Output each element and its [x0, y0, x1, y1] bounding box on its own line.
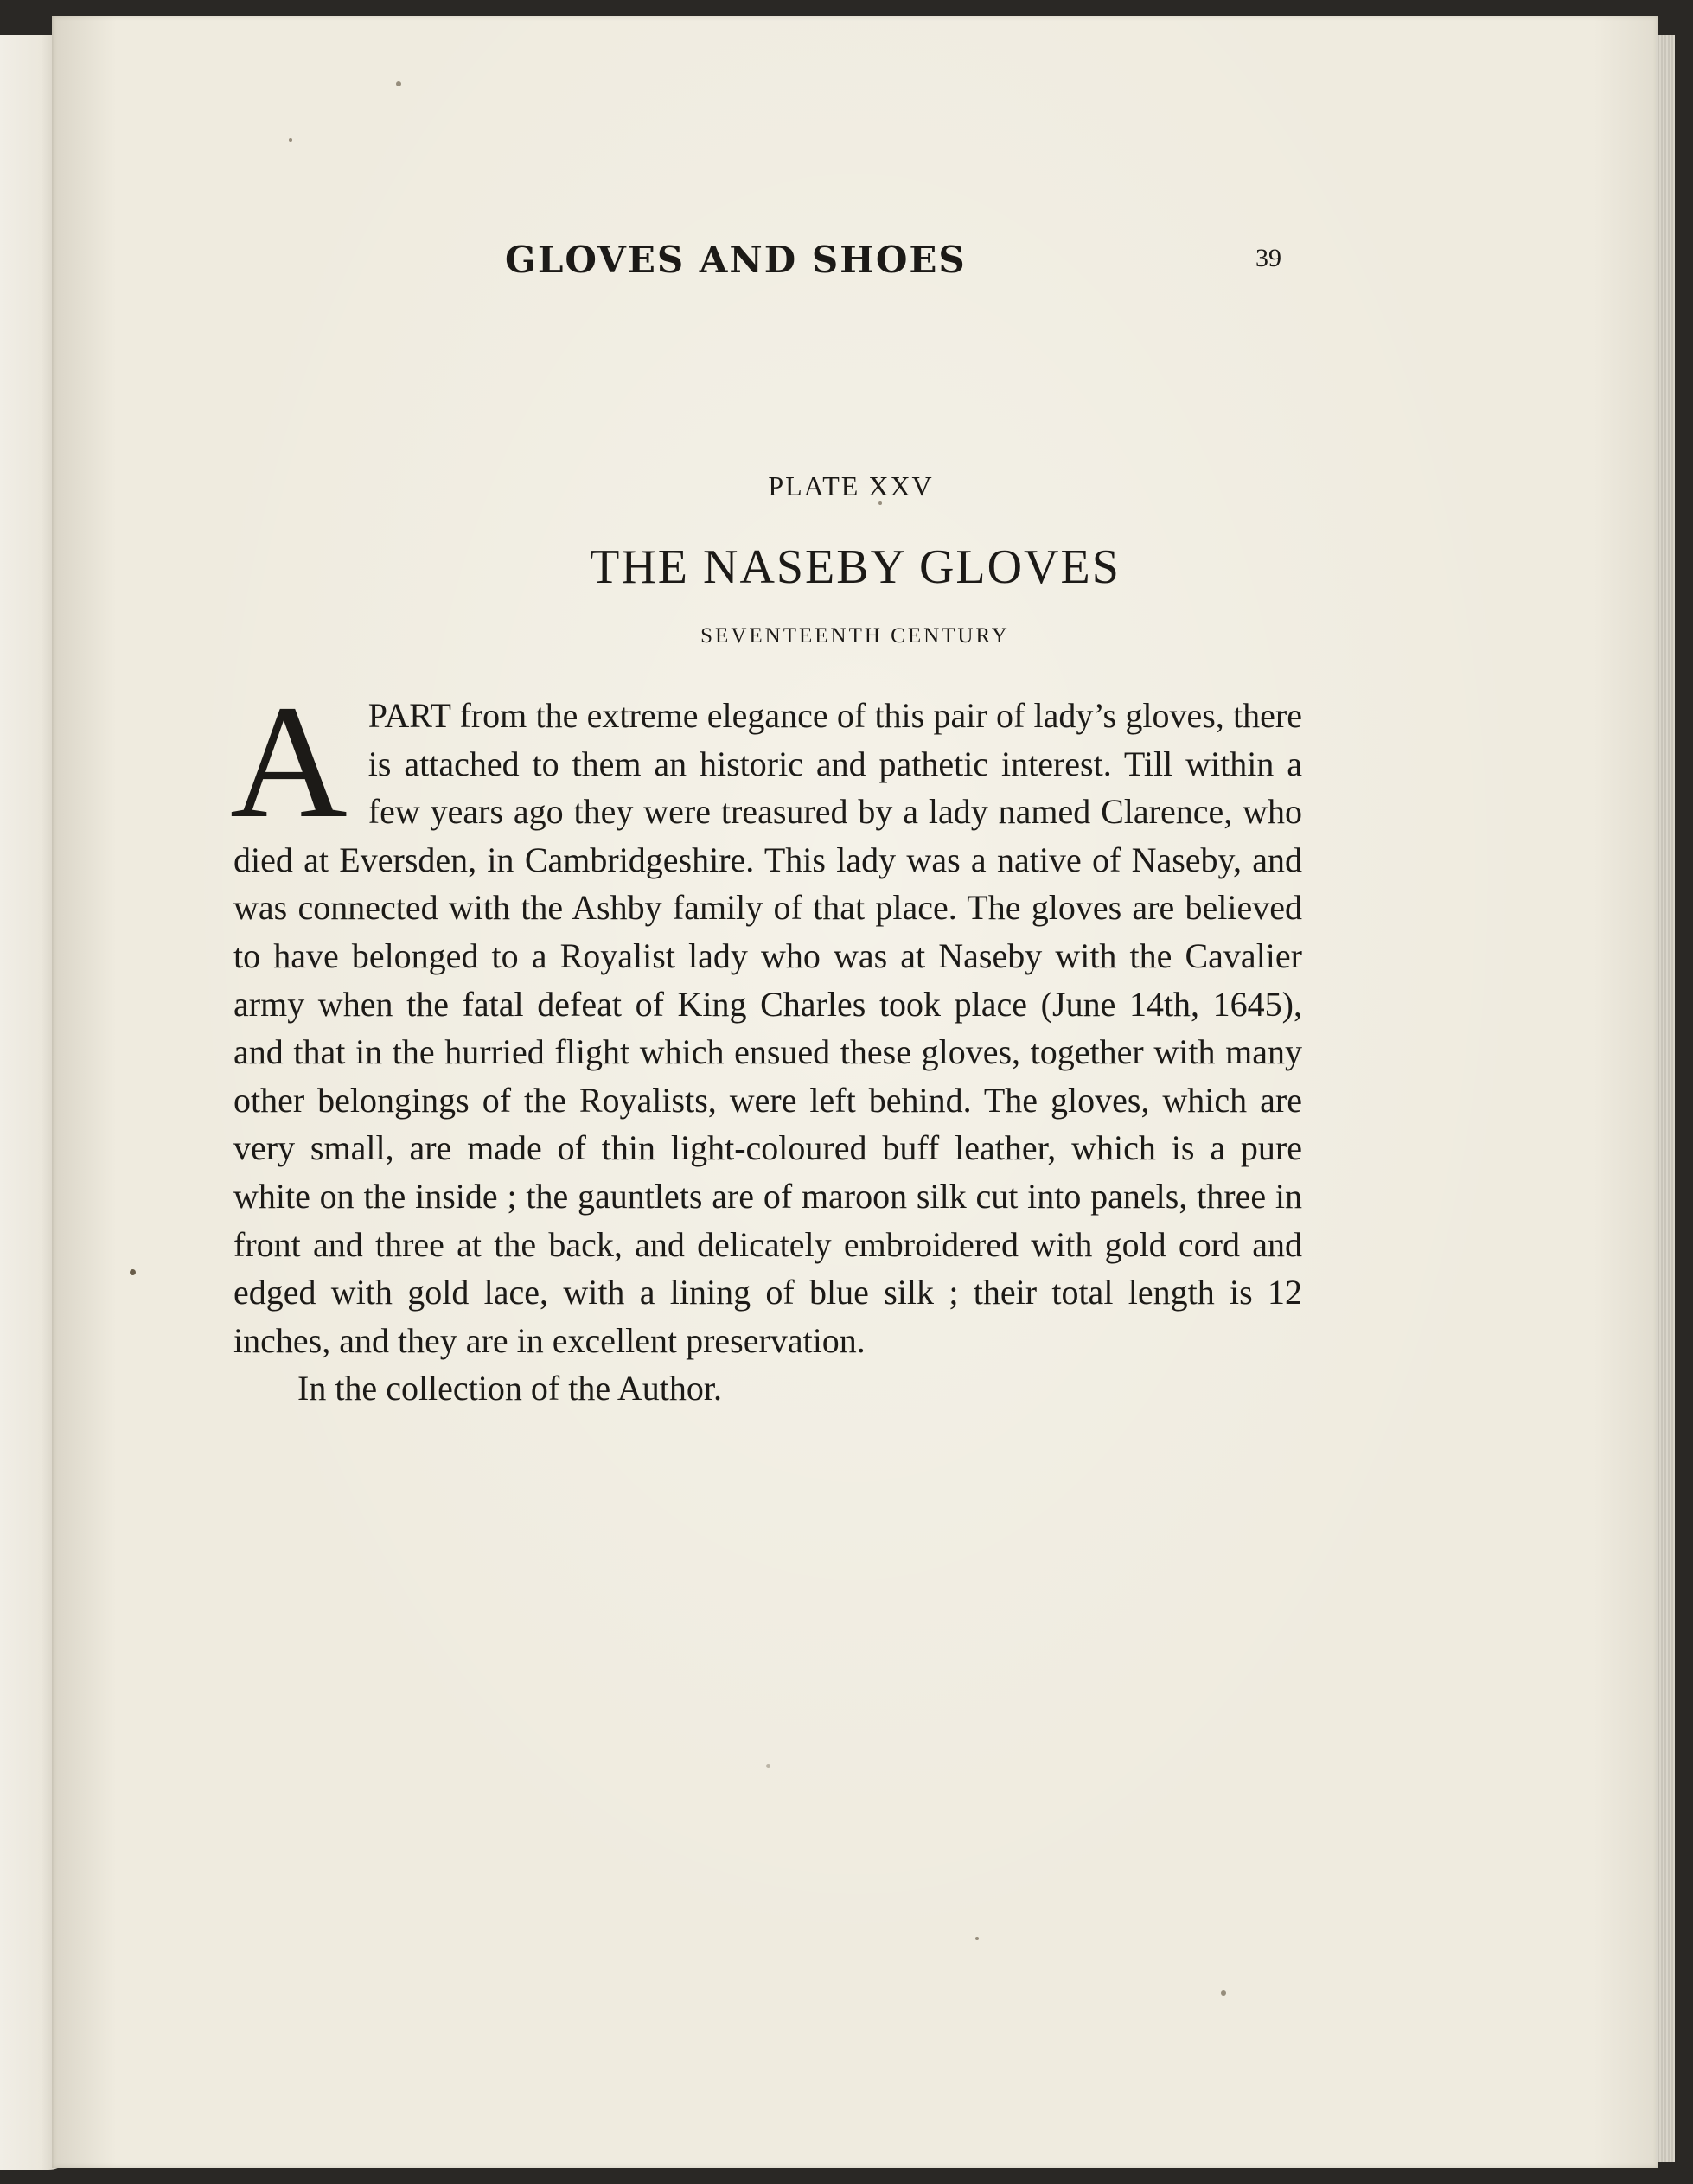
collection-note: In the collection of the Author. [297, 1369, 722, 1408]
paper-speck [130, 1269, 136, 1275]
plate-label: PLATE XXV [768, 470, 934, 501]
plate-subtitle: SEVENTEENTH CENTURY [700, 624, 1010, 648]
body-text [230, 671, 1302, 1413]
paper-speck [975, 1937, 979, 1940]
drop-cap: A [230, 671, 348, 852]
paper-speck [1221, 1990, 1226, 1996]
description-text: PART from the extreme elegance of this pair of lady’s gloves, there is attached to them an historic and pathetic interest. Till within a few years ago they were treasured by a lady named Clarence, who died at Eversden, in Cambridgeshire. This lady was a native of Naseby, and was connected with the Ashby family of that place. The gloves are believed to have belonged to a Royalist lady who was at Naseby with the Cavalier army when the fatal defeat of King Charles took place (June 14th, 1645), and that in the hurried flight which ensued these gloves, together with many other belongings of the Royalists, were left behind. The gloves, which are very small, are made of thin light-coloured buff leather, which is a pure white on the inside ; the gauntlets are of maroon silk cut into panels, three in front and three at the back, and delicately embroidered with gold cord and edged with gold lace, with a lining of blue silk ; their total length is 12 inches, and they are in excellent preservation. [233, 696, 1302, 1360]
page-stack-edge [1656, 35, 1675, 2162]
page-number: 39 [1255, 244, 1281, 272]
paper-speck [766, 1764, 770, 1768]
paper-speck [878, 501, 882, 505]
plate-title: THE NASEBY GLOVES [590, 540, 1121, 594]
description-paragraph [230, 671, 1302, 1364]
paper-speck [396, 81, 401, 86]
paper-speck [289, 138, 292, 142]
running-header-title: GLOVES AND SHOES [505, 239, 967, 281]
